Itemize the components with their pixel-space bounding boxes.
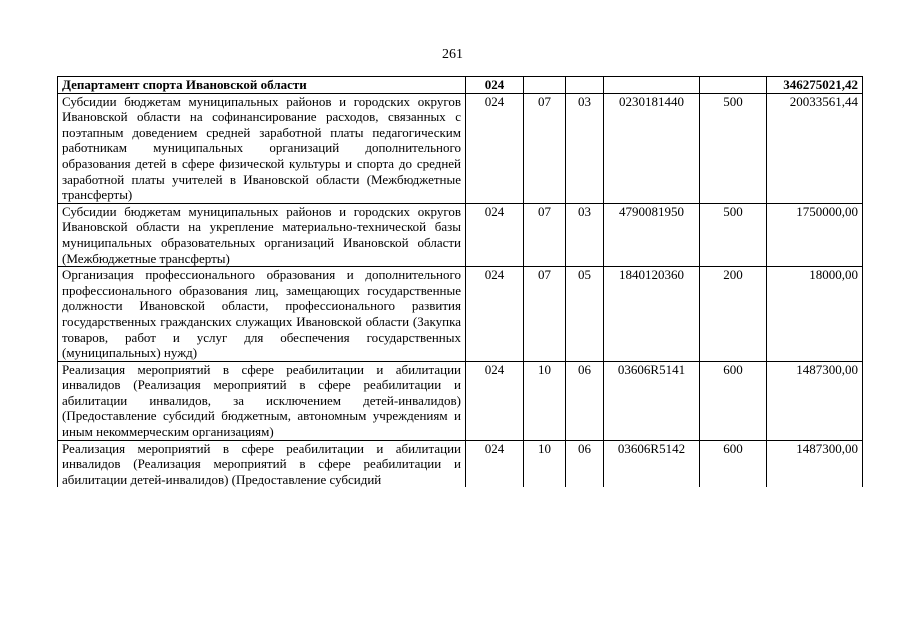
row-ministry-cell: 024 xyxy=(466,267,524,362)
row-name-cell: Организация профессионального образования и дополнительного профессионального образования лиц, замещающих государственные должности Ивановской области, профессионального развития государственных гражданских служащих Ивановской области (Закупка товаров, работ и услуг для обеспечения государственных (муниципальных) нужд) xyxy=(58,267,466,362)
table-header-row xyxy=(58,77,863,94)
page-number: 261 xyxy=(442,47,463,62)
row-section-cell: 10 xyxy=(524,440,566,487)
row-name-cell: Реализация мероприятий в сфере реабилитации и абилитации инвалидов (Реализация мероприятий в сфере реабилитации и абилитации детей-инвалидов) (Предоставление субсидий xyxy=(58,440,466,487)
row-name-cell: Реализация мероприятий в сфере реабилитации и абилитации инвалидов (Реализация мероприятий в сфере реабилитации и абилитации инвалидов, за исключением детей-инвалидов) (Предоставление субсидий бюджетным, автономным учреждениям и иным некоммерческим организациям) xyxy=(58,361,466,440)
row-expense-type-cell: 500 xyxy=(700,93,767,203)
header-target-cell xyxy=(604,77,700,94)
row-subsection-cell: 06 xyxy=(566,361,604,440)
row-section-cell: 07 xyxy=(524,267,566,362)
header-amount-cell: 346275021,42 xyxy=(767,77,863,94)
header-subsection-cell xyxy=(566,77,604,94)
row-target-cell: 1840120360 xyxy=(604,267,700,362)
table-row xyxy=(58,93,863,203)
row-name-cell: Субсидии бюджетам муниципальных районов и городских округов Ивановской области на софинансирование расходов, связанных с поэтапным доведением средней заработной платы педагогическим работникам муниципальных организаций дополнительного образования детей в сфере физической культуры и спорта до средней заработной платы учителей в Ивановской области (Межбюджетные трансферты) xyxy=(58,93,466,203)
row-amount-cell: 20033561,44 xyxy=(767,93,863,203)
budget-table xyxy=(57,76,863,487)
row-ministry-cell: 024 xyxy=(466,203,524,266)
row-expense-type-cell: 200 xyxy=(700,267,767,362)
row-expense-type-cell: 600 xyxy=(700,361,767,440)
table-row xyxy=(58,440,863,487)
row-name-cell: Субсидии бюджетам муниципальных районов и городских округов Ивановской области на укрепление материально-технической базы муниципальных образовательных организаций Ивановской области (Межбюджетные трансферты) xyxy=(58,203,466,266)
row-amount-cell: 1750000,00 xyxy=(767,203,863,266)
table-row xyxy=(58,267,863,362)
header-name-cell: Департамент спорта Ивановской области xyxy=(58,77,466,94)
row-ministry-cell: 024 xyxy=(466,361,524,440)
row-section-cell: 07 xyxy=(524,203,566,266)
row-ministry-cell: 024 xyxy=(466,440,524,487)
page-bottom-mask xyxy=(57,580,863,640)
row-target-cell: 03606R5142 xyxy=(604,440,700,487)
row-target-cell: 03606R5141 xyxy=(604,361,700,440)
table-row xyxy=(58,361,863,440)
row-target-cell: 4790081950 xyxy=(604,203,700,266)
header-section-cell xyxy=(524,77,566,94)
row-subsection-cell: 03 xyxy=(566,203,604,266)
row-ministry-cell: 024 xyxy=(466,93,524,203)
row-amount-cell: 1487300,00 xyxy=(767,361,863,440)
row-target-cell: 0230181440 xyxy=(604,93,700,203)
row-expense-type-cell: 500 xyxy=(700,203,767,266)
header-ministry-cell: 024 xyxy=(466,77,524,94)
row-subsection-cell: 05 xyxy=(566,267,604,362)
row-subsection-cell: 03 xyxy=(566,93,604,203)
row-amount-cell: 18000,00 xyxy=(767,267,863,362)
row-expense-type-cell: 600 xyxy=(700,440,767,487)
table-row xyxy=(58,203,863,266)
row-amount-cell: 1487300,00 xyxy=(767,440,863,487)
row-section-cell: 07 xyxy=(524,93,566,203)
header-expense-type-cell xyxy=(700,77,767,94)
row-section-cell: 10 xyxy=(524,361,566,440)
row-subsection-cell: 06 xyxy=(566,440,604,487)
